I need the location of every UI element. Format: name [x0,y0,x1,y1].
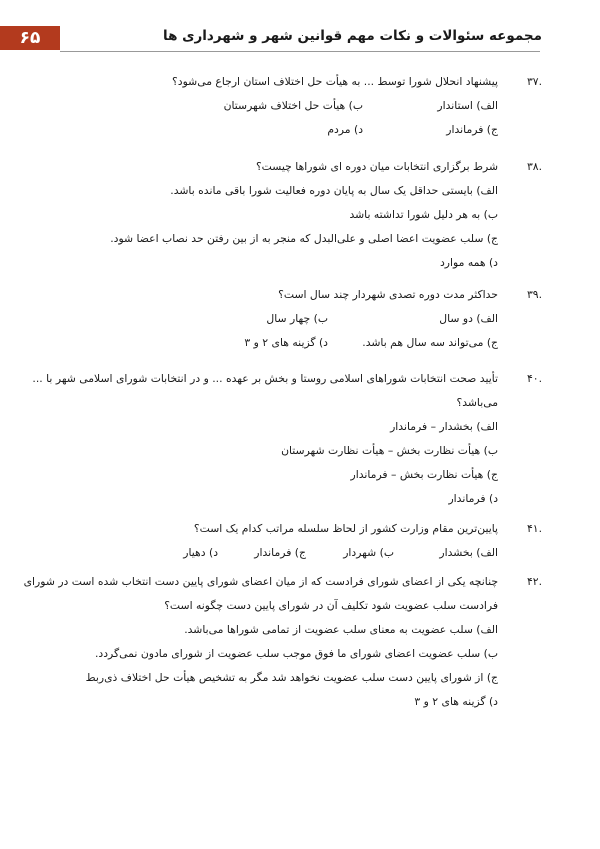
options-row [52,307,498,331]
question-37 [52,70,542,142]
option-b: ب) هیأت حل اختلاف شهرستان [223,99,363,112]
option-d: د) همه موارد [440,256,498,269]
options-row [52,331,498,355]
option-c: ج) می‌تواند سه سال هم باشد. [362,336,498,349]
question-40 [32,367,542,511]
question-number: ۳۹. [526,288,542,301]
header-divider [60,51,540,52]
option-d: د) دهیار [183,546,218,559]
question-stem: پیشنهاد انحلال شورا توسط ... به هیأت حل اختلاف استان ارجاع می‌شود؟ [172,75,498,88]
page-number: ۶۵ [0,26,60,50]
option-a: الف) استاندار [437,99,498,112]
question-stem-line2: می‌باشد؟ [456,396,498,409]
option-b: ب) هیأت نظارت بخش – هیأت نظارت شهرستان [281,444,498,457]
option-d: د) فرماندار [448,492,498,505]
option-a: الف) سلب عضویت به معنای سلب عضویت از تمامی شوراها می‌باشد. [184,623,498,636]
option-c: ج) سلب عضویت اعضا اصلی و علی‌البدل که منجر به از بین رفتن حد نصاب اعضا شود. [110,232,498,245]
question-stem-line1: چنانچه یکی از اعضای شورای فرادست که از میان اعضای شورای پایین دست انتخاب شده است در شورای [23,575,498,588]
option-d: د) گزینه های ۲ و ۳ [414,695,498,708]
question-number: ۴۱. [526,522,542,535]
option-d: د) مردم [327,123,363,136]
question-41 [52,517,542,565]
question-39 [52,283,542,355]
option-b: ب) به هر دلیل شورا تداشته باشد [349,208,498,221]
question-38 [52,155,542,275]
running-title: مجموعه سئوالات و نکات مهم قوانین شهر و شهرداری ها [163,28,542,44]
question-number: ۳۷. [526,75,542,88]
options-row [52,94,498,118]
question-stem: شرط برگزاری انتخابات میان دوره ای شوراها چیست؟ [255,160,498,173]
option-a: الف) دو سال [439,312,498,325]
option-a: الف) بایستی حداقل یک سال به پایان دوره فعالیت شورا باقی مانده باشد. [170,184,498,197]
option-b: ب) سلب عضویت اعضای شورای ما فوق موجب سلب عضویت از شورای مادون نمی‌گردد. [95,647,498,660]
page-header [0,24,600,54]
option-c: ج) هیأت نظارت بخش – فرماندار [350,468,498,481]
option-c: ج) فرماندار [446,123,498,136]
option-a: الف) بخشدار – فرماندار [390,420,498,433]
option-c: ج) فرماندار [254,546,306,559]
option-d: د) گزینه های ۲ و ۳ [244,336,328,349]
option-b: ب) چهار سال [266,312,328,325]
option-b: ب) شهردار [343,546,394,559]
question-stem: پایین‌ترین مقام وزارت کشور از لحاظ سلسله مراتب کدام یک است؟ [193,522,498,535]
question-stem-line2: فرادست سلب عضویت شود تکلیف آن در شورای پایین دست چگونه است؟ [164,599,498,612]
question-number: ۳۸. [526,160,542,173]
option-c: ج) از شورای پایین دست سلب عضویت نخواهد شد مگر به تشخیص هیأت حل اختلاف ذی‌ربط [85,671,498,684]
options-row [52,118,498,142]
options-row [52,541,498,565]
question-number: ۴۲. [526,575,542,588]
question-number: ۴۰. [526,372,542,385]
question-stem-line1: تأیید صحت انتخابات شوراهای اسلامی روستا و بخش بر عهده ... و در انتخابات شورای اسلامی شهر با ... [32,372,498,385]
option-a: الف) بخشدار [439,546,498,559]
question-42 [23,570,542,714]
question-stem: حداکثر مدت دوره تصدی شهردار چند سال است؟ [278,288,498,301]
